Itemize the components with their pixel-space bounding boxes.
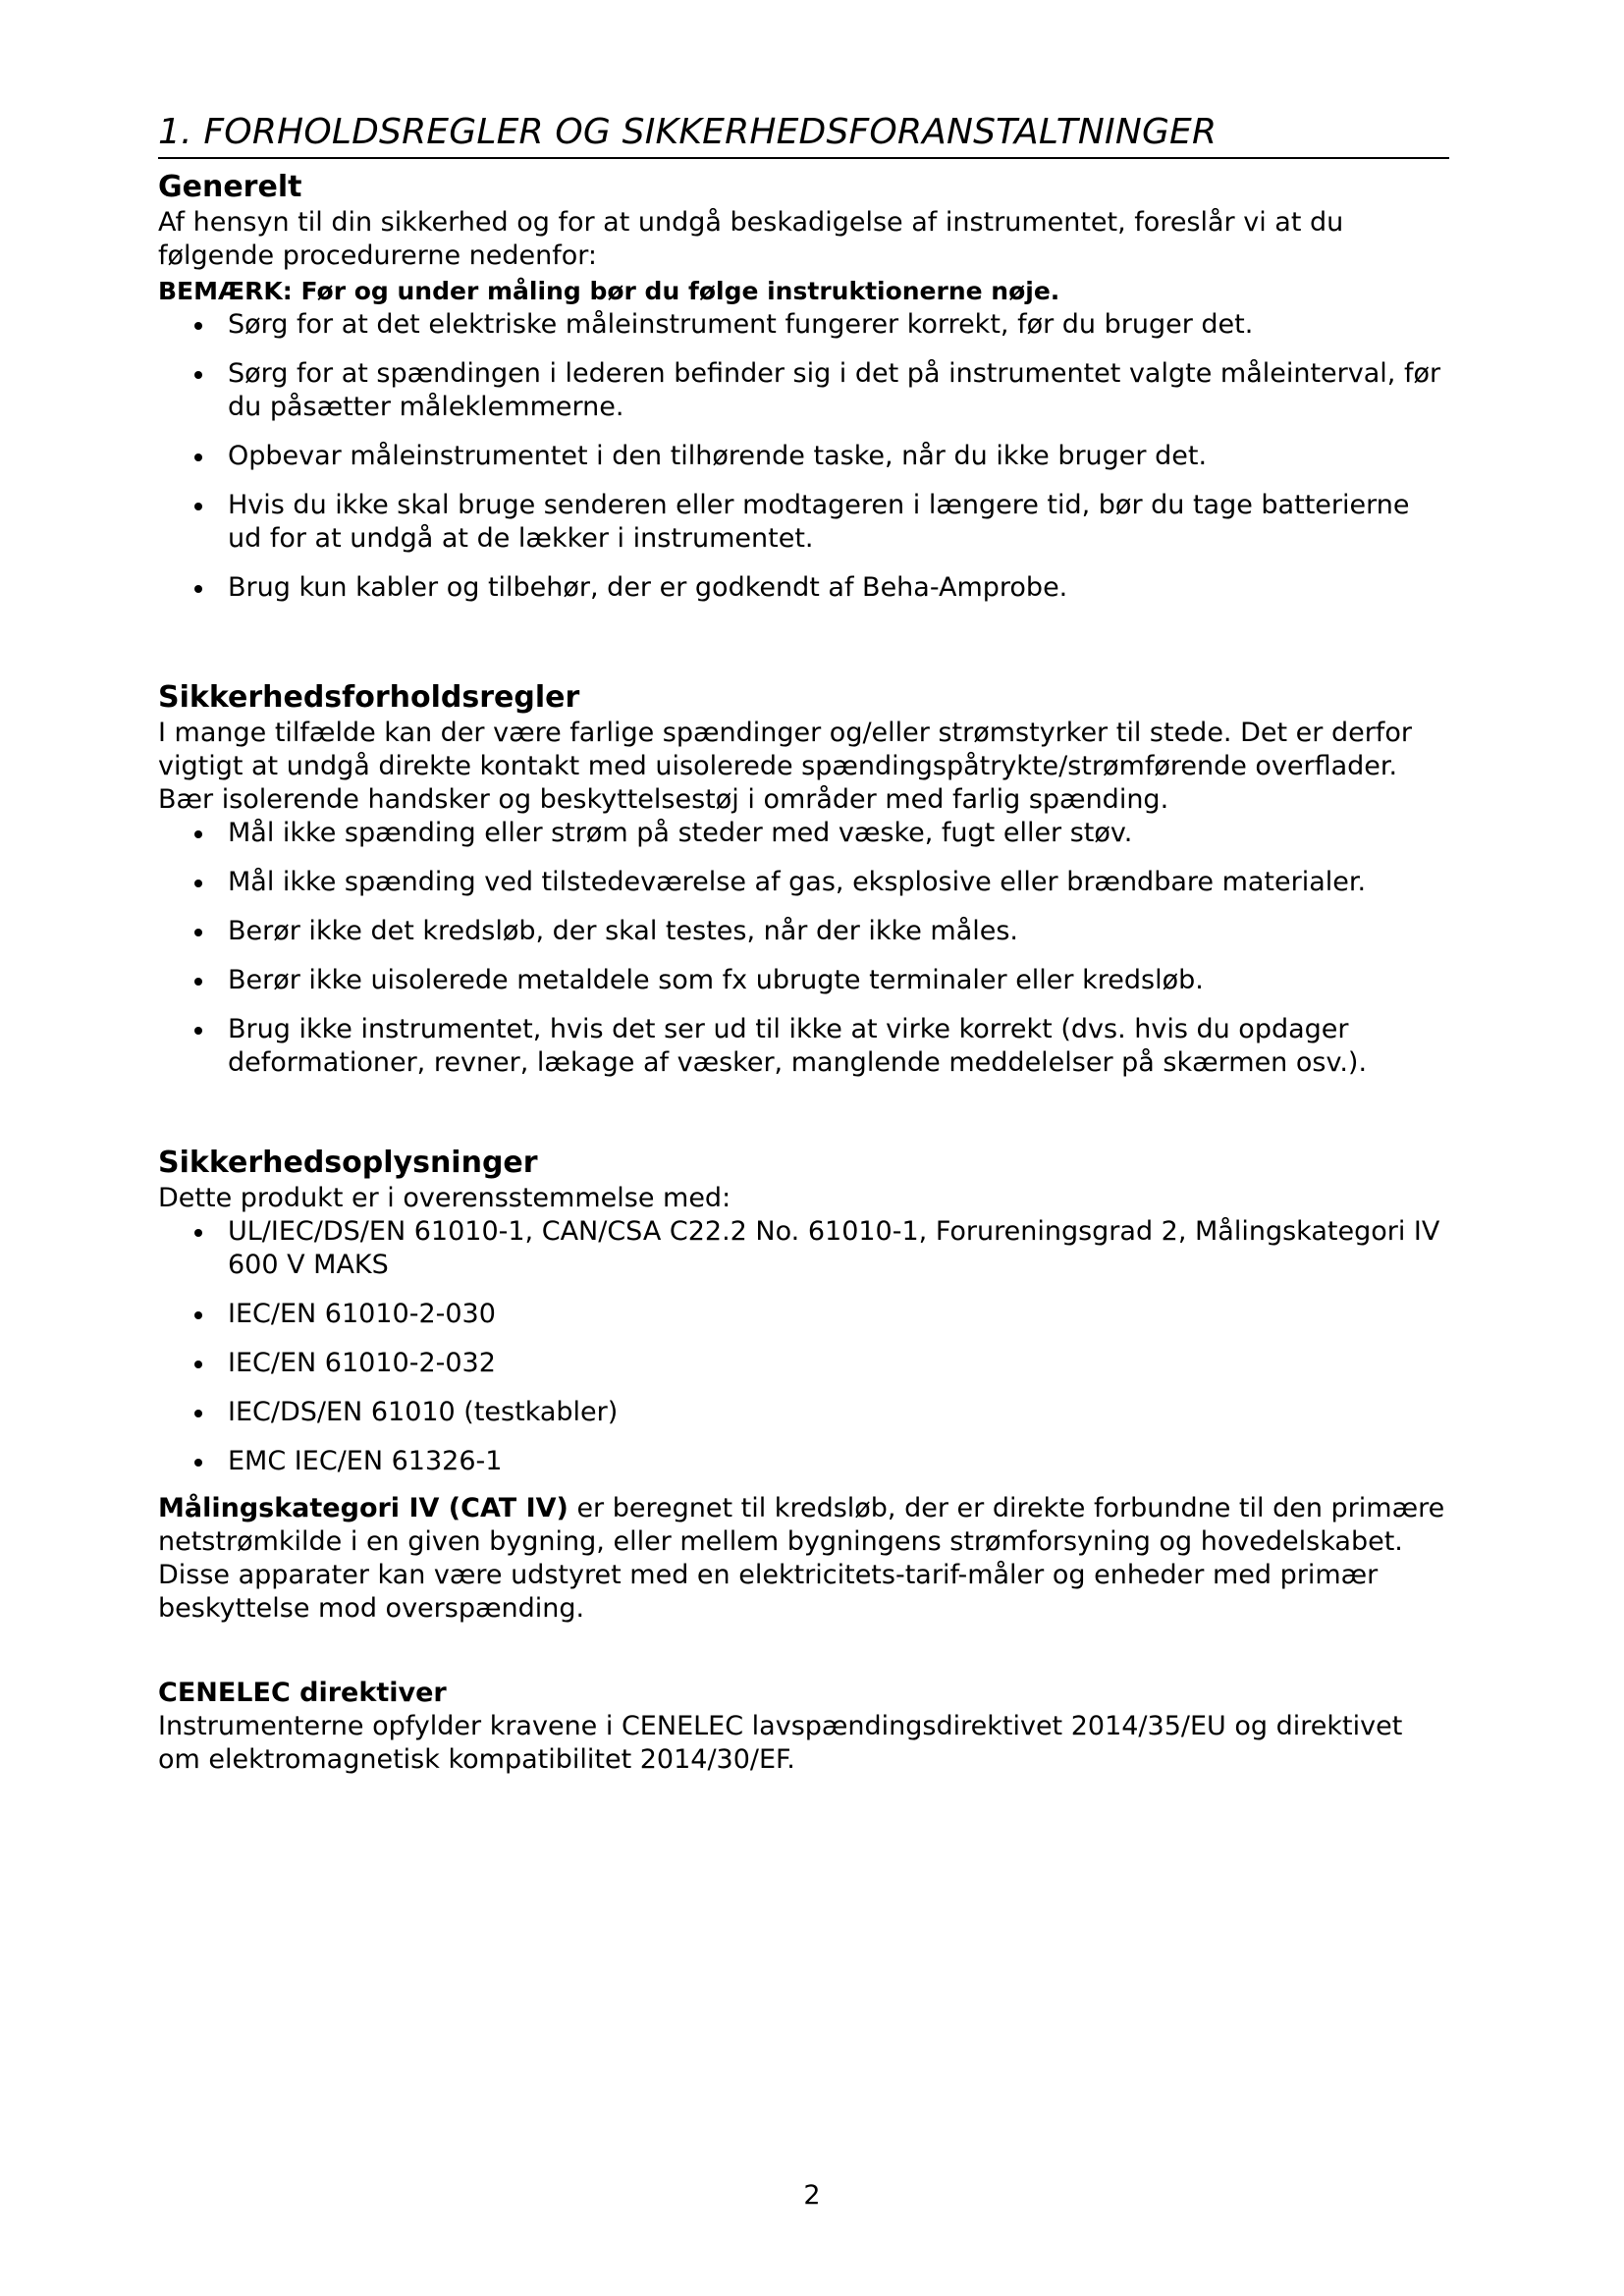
list-item: Mål ikke spænding eller strøm på steder med væske, fugt eller støv.	[192, 817, 1449, 850]
section-heading-cenelec: CENELEC direktiver	[158, 1678, 447, 1708]
standards-list	[158, 1215, 1449, 1478]
list-item: EMC IEC/EN 61326-1	[192, 1445, 1449, 1478]
category-description: er beregnet til kredsløb, der er direkte forbundne til den primære netstrømkilde i en given bygning, eller mellem bygningens strømforsyning og hovedelskabet. Disse apparater kan være udstyret med en elektricitets-tarif-måler og enheder med primær beskyttelse mod overspænding.	[158, 1493, 1445, 1624]
forholdsregler-list	[158, 817, 1449, 1080]
forholdsregler-intro: I mange tilfælde kan der være farlige spændinger og/eller strømstyrker til stede. Det er derfor vigtigt at undgå direkte kontakt med uisolerede spændingspåtrykte/strømførende overflader. Bær isolerende handsker og beskyttelsestøj i områder med farlig spænding.	[158, 718, 1412, 815]
section-sikkerhedsoplysninger	[158, 1145, 1449, 1626]
list-item: Berør ikke uisolerede metaldele som fx ubrugte terminaler eller kredsløb.	[192, 964, 1449, 997]
oplysninger-intro: Dette produkt er i overensstemmelse med:	[158, 1183, 731, 1213]
generelt-intro: Af hensyn til din sikkerhed og for at undgå beskadigelse af instrumentet, foreslår vi at du følgende procedurerne nedenfor:	[158, 207, 1344, 271]
category-paragraph	[158, 1492, 1449, 1626]
list-item: Sørg for at spændingen i lederen befinder sig i det på instrumentet valgte måleinterval, før du påsætter måleklemmerne.	[192, 357, 1449, 424]
list-item: Sørg for at det elektriske måleinstrument fungerer korrekt, før du bruger det.	[192, 308, 1449, 342]
section-generelt	[158, 169, 1449, 605]
list-item: Hvis du ikke skal bruge senderen eller modtageren i længere tid, bør du tage batterierne ud for at undgå at de lækker i instrumentet.	[192, 489, 1449, 556]
list-item: Berør ikke det kredsløb, der skal testes, når der ikke måles.	[192, 915, 1449, 948]
list-item: Brug ikke instrumentet, hvis det ser ud til ikke at virke korrekt (dvs. hvis du opdager deformationer, revner, lækage af væsker, manglende meddelelser på skærmen osv.).	[192, 1013, 1449, 1080]
document-page	[158, 110, 1449, 1777]
chapter-title: 1. FORHOLDSREGLER OG SIKKERHEDSFORANSTALTNINGER	[158, 110, 1449, 159]
list-item: IEC/EN 61010-2-030	[192, 1298, 1449, 1331]
generelt-list	[158, 308, 1449, 605]
list-item: IEC/DS/EN 61010 (testkabler)	[192, 1396, 1449, 1429]
cenelec-text: Instrumenterne opfylder kravene i CENELEC lavspændingsdirektivet 2014/35/EU og direktivet om elektromagnetisk kompatibilitet 2014/30/EF.	[158, 1711, 1403, 1775]
section-heading-sikkerhedsoplysninger: Sikkerhedsoplysninger	[158, 1146, 538, 1180]
page-number: 2	[803, 2180, 821, 2211]
generelt-note: BEMÆRK: Før og under måling bør du følge instruktionerne nøje.	[158, 277, 1060, 305]
section-heading-sikkerhedsforholdsregler: Sikkerhedsforholdsregler	[158, 680, 580, 715]
section-heading-generelt: Generelt	[158, 170, 302, 204]
list-item: Mål ikke spænding ved tilstedeværelse af gas, eksplosive eller brændbare materialer.	[192, 866, 1449, 899]
category-term: Målingskategori IV (CAT IV)	[158, 1493, 568, 1523]
list-item: IEC/EN 61010-2-032	[192, 1347, 1449, 1380]
section-cenelec	[158, 1677, 1449, 1777]
list-item: Opbevar måleinstrumentet i den tilhørende taske, når du ikke bruger det.	[192, 440, 1449, 473]
section-sikkerhedsforholdsregler	[158, 679, 1449, 1080]
list-item: Brug kun kabler og tilbehør, der er godkendt af Beha-Amprobe.	[192, 571, 1449, 605]
list-item: UL/IEC/DS/EN 61010-1, CAN/CSA C22.2 No. 61010-1, Forureningsgrad 2, Målingskategori IV 600 V MAKS	[192, 1215, 1449, 1282]
